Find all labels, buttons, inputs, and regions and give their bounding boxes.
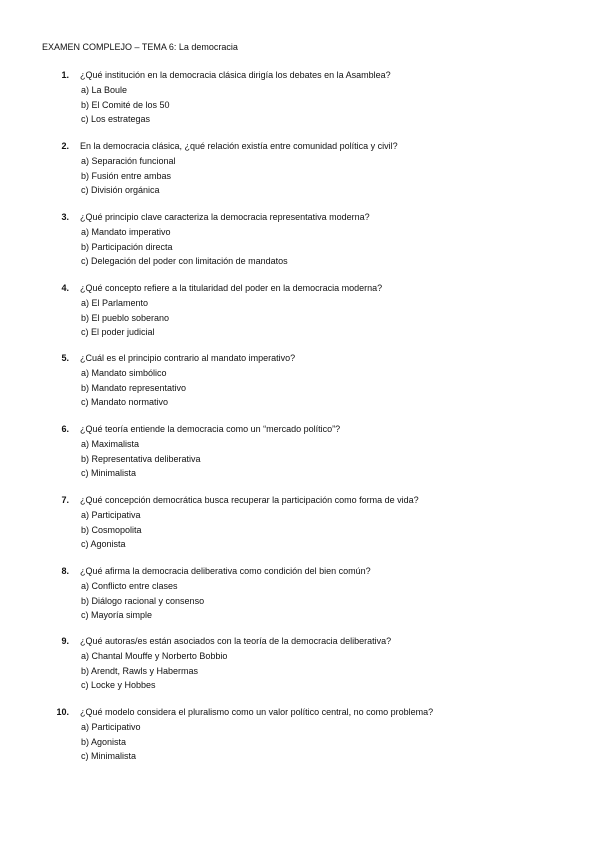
- option-b: b) Agonista: [81, 736, 127, 747]
- question-number: 10.: [56, 707, 69, 717]
- question-number: 9.: [61, 636, 69, 646]
- option-c: c) Minimalista: [81, 751, 137, 762]
- question-text: ¿Qué afirma la democracia deliberativa como condición del bien común?: [80, 566, 371, 576]
- question-4: [0, 283, 600, 342]
- question-text: ¿Qué teoría entiende la democracia como un “mercado político”?: [80, 424, 341, 434]
- option-a: a) Participativa: [81, 510, 141, 520]
- question-text: ¿Cuál es el principio contrario al mandato imperativo?: [80, 353, 296, 363]
- option-c: c) Locke y Hobbes: [81, 680, 156, 691]
- option-b: b) El Comité de los 50: [81, 99, 170, 110]
- question-text: En la democracia clásica, ¿qué relación existía entre comunidad política y civil?: [80, 141, 398, 151]
- question-number: 7.: [61, 495, 69, 505]
- option-b: b) El pueblo soberano: [81, 312, 170, 323]
- option-c: c) Agonista: [81, 539, 126, 550]
- question-9: [0, 636, 600, 695]
- question-number: 2.: [61, 141, 69, 151]
- question-10: [0, 707, 600, 766]
- question-text: ¿Qué concepto refiere a la titularidad del poder en la democracia moderna?: [80, 283, 383, 293]
- option-a: a) Participativo: [81, 722, 141, 732]
- question-7: [0, 495, 600, 554]
- question-text: ¿Qué concepción democrática busca recuperar la participación como forma de vida?: [80, 495, 419, 505]
- question-5: [0, 353, 600, 412]
- option-b: b) Representativa deliberativa: [81, 453, 201, 464]
- question-number: 3.: [61, 212, 69, 222]
- question-number: 4.: [61, 283, 69, 293]
- option-c: c) División orgánica: [81, 185, 160, 196]
- option-a: a) El Parlamento: [81, 298, 149, 308]
- option-a: a) Mandato imperativo: [81, 227, 171, 237]
- question-number: 5.: [61, 353, 69, 363]
- option-a: a) Separación funcional: [81, 156, 176, 166]
- question-8: [0, 566, 600, 625]
- option-b: b) Mandato representativo: [81, 382, 187, 393]
- option-b: b) Fusión entre ambas: [81, 170, 172, 181]
- option-c: c) Mandato normativo: [81, 397, 169, 408]
- option-b: b) Arendt, Rawls y Habermas: [81, 665, 199, 676]
- question-text: ¿Qué principio clave caracteriza la democracia representativa moderna?: [80, 212, 370, 222]
- option-b: b) Diálogo racional y consenso: [81, 595, 205, 606]
- question-text: ¿Qué modelo considera el pluralismo como un valor político central, no como problema?: [80, 707, 434, 717]
- question-text: ¿Qué autoras/es están asociados con la teoría de la democracia deliberativa?: [80, 636, 392, 646]
- option-c: c) Mayoría simple: [81, 610, 153, 621]
- option-a: a) Chantal Mouffe y Norberto Bobbio: [81, 651, 228, 661]
- question-number: 1.: [61, 70, 69, 80]
- question-text: ¿Qué institución en la democracia clásica dirigía los debates en la Asamblea?: [80, 70, 391, 80]
- question-2: [0, 141, 600, 200]
- option-c: c) Los estrategas: [81, 114, 151, 125]
- option-c: c) Delegación del poder con limitación de mandatos: [81, 256, 288, 267]
- option-a: a) Maximalista: [81, 439, 140, 449]
- question-6: [0, 424, 600, 483]
- option-a: a) La Boule: [81, 85, 128, 95]
- option-c: c) El poder judicial: [81, 327, 155, 338]
- option-a: a) Mandato simbólico: [81, 368, 167, 378]
- option-a: a) Conflicto entre clases: [81, 581, 178, 591]
- question-3: [0, 212, 600, 271]
- question-number: 6.: [61, 424, 69, 434]
- option-b: b) Participación directa: [81, 241, 173, 252]
- page-title: EXAMEN COMPLEJO – TEMA 6: La democracia: [42, 42, 238, 52]
- question-number: 8.: [61, 566, 69, 576]
- option-b: b) Cosmopolita: [81, 524, 142, 535]
- question-1: [0, 70, 600, 129]
- option-c: c) Minimalista: [81, 468, 137, 479]
